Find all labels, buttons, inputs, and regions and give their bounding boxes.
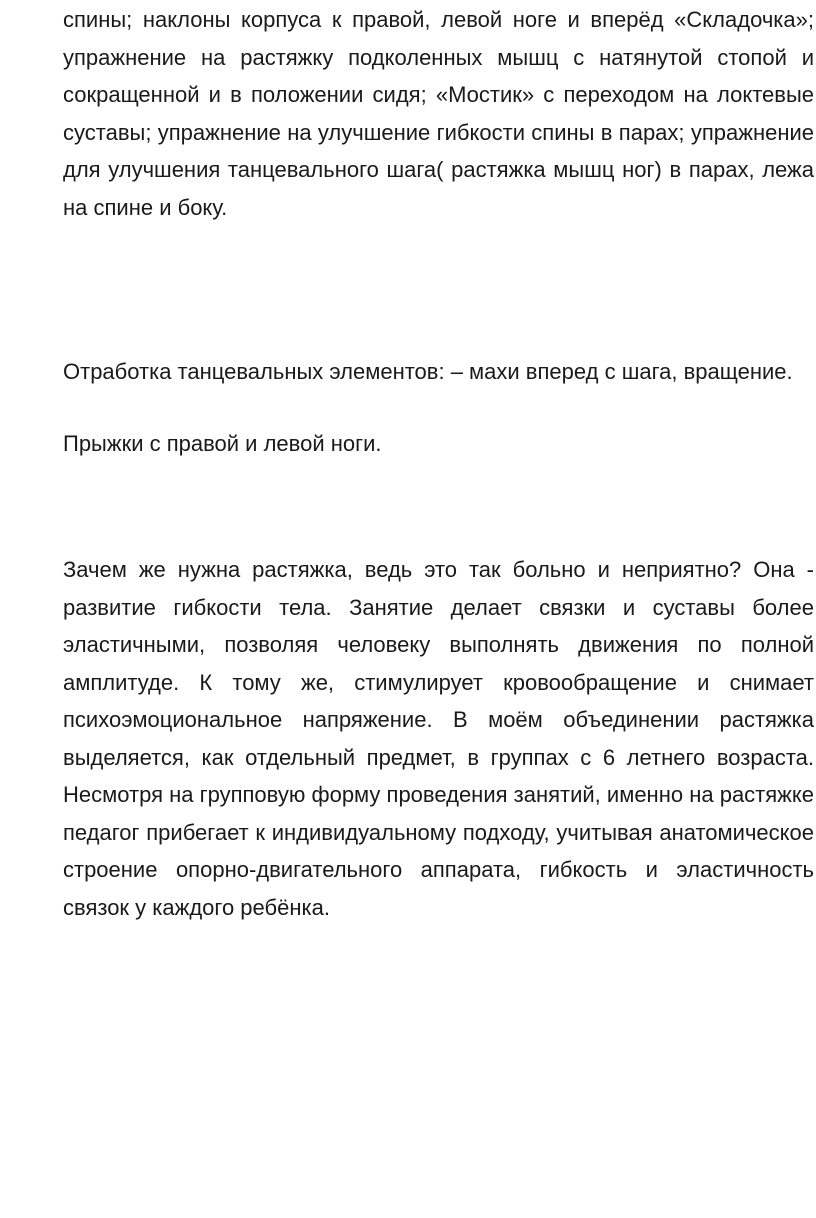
paragraph-why-stretching: Зачем же нужна растяжка, ведь это так больно и неприятно? Она - развитие гибкости тела. Занятие делает связки и суставы более эластичными, позволяя человеку выполнять движения по полной амплитуде. К тому же, стимулирует кровообращение и снимает психоэмоциональное напряжение. В моём объединении растяжка выделяется, как отдельный предмет, в группах с 6 летнего возраста. Несмотря на групповую форму проведения занятий, именно на растяжке педагог прибегает к индивидуальному подходу, учитывая анатомическое строение опорно-двигательного аппарата, гибкость и эластичность связок у каждого ребёнка. <box>63 557 814 920</box>
paragraph-stretching-exercises: спины; наклоны корпуса к правой, левой ноге и вперёд «Складочка»; упражнение на растяжку подколенных мышц с натянутой стопой и сокращенной и в положении сидя; «Мостик» с переходом на локтевые суставы; упражнение на улучшение гибкости спины в парах; упражнение для улучшения танцевального шага( растяжка мышц ног) в парах, лежа на спине и боку. <box>63 7 814 220</box>
paragraph-dance-elements: Отработка танцевальных элементов: – махи вперед с шага, вращение. <box>63 359 793 384</box>
paragraph-jumps: Прыжки с правой и левой ноги. <box>63 431 382 456</box>
